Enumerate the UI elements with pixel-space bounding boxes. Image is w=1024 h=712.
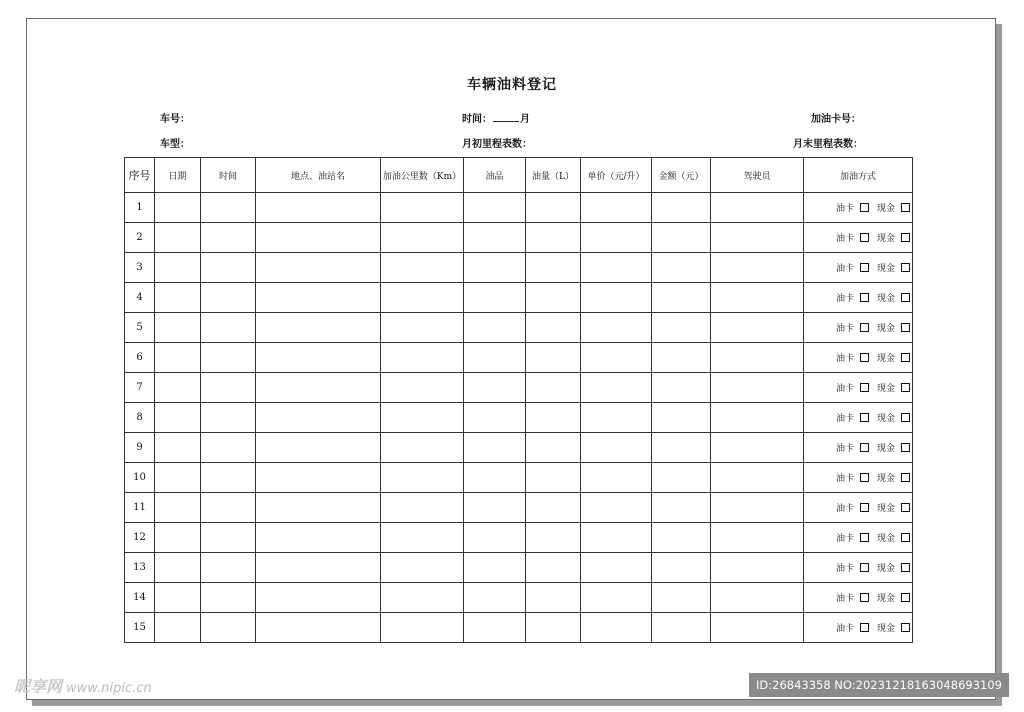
volume-cell[interactable] <box>526 613 581 643</box>
volume-cell[interactable] <box>526 583 581 613</box>
watermark-site-name: 昵享网 <box>14 677 63 696</box>
fuel-type-cell[interactable] <box>464 613 526 643</box>
col-header: 时间 <box>201 158 256 193</box>
cash-option-label: 现金 <box>876 264 895 274</box>
cash-checkbox[interactable] <box>901 443 910 452</box>
cash-checkbox[interactable] <box>901 563 910 572</box>
volume-cell[interactable] <box>526 553 581 583</box>
driver-cell[interactable] <box>711 583 804 613</box>
fuel-type-cell[interactable] <box>464 223 526 253</box>
cash-option-label: 现金 <box>876 414 895 424</box>
driver-cell[interactable] <box>711 553 804 583</box>
fuel-card-option-label: 油卡 <box>835 384 854 394</box>
cash-checkbox[interactable] <box>901 593 910 602</box>
date-cell[interactable] <box>155 343 201 373</box>
mileage-cell[interactable] <box>381 433 464 463</box>
mileage-cell[interactable] <box>381 373 464 403</box>
fuel-card-checkbox[interactable] <box>860 503 869 512</box>
driver-cell[interactable] <box>711 223 804 253</box>
time-cell[interactable] <box>201 313 256 343</box>
row-number: 5 <box>125 313 155 343</box>
table-header-row <box>125 158 913 193</box>
date-cell[interactable] <box>155 193 201 223</box>
table-row <box>125 523 913 553</box>
station-cell[interactable] <box>256 313 381 343</box>
driver-cell[interactable] <box>711 613 804 643</box>
payment-method-cell <box>804 193 913 223</box>
fuel-type-cell[interactable] <box>464 433 526 463</box>
amount-cell[interactable] <box>652 613 711 643</box>
fuel-card-checkbox[interactable] <box>860 383 869 392</box>
fuel-card-option-label: 油卡 <box>835 264 854 274</box>
col-header: 油量（L） <box>526 158 581 193</box>
fuel-type-cell[interactable] <box>464 493 526 523</box>
cash-checkbox[interactable] <box>901 203 910 212</box>
amount-cell[interactable] <box>652 193 711 223</box>
time-cell[interactable] <box>201 553 256 583</box>
row-number: 11 <box>125 493 155 523</box>
time-cell[interactable] <box>201 613 256 643</box>
unit-price-cell[interactable] <box>581 253 652 283</box>
cash-checkbox[interactable] <box>901 353 910 362</box>
station-cell[interactable] <box>256 433 381 463</box>
time-cell[interactable] <box>201 523 256 553</box>
unit-price-cell[interactable] <box>581 343 652 373</box>
driver-cell[interactable] <box>711 373 804 403</box>
amount-cell[interactable] <box>652 463 711 493</box>
row-number: 2 <box>125 223 155 253</box>
fuel-card-option-label: 油卡 <box>835 234 854 244</box>
driver-cell[interactable] <box>711 343 804 373</box>
driver-cell[interactable] <box>711 523 804 553</box>
time-label: 时间： <box>462 114 492 125</box>
amount-cell[interactable] <box>652 433 711 463</box>
time-cell[interactable] <box>201 193 256 223</box>
fuel-card-checkbox[interactable] <box>860 443 869 452</box>
time-cell[interactable] <box>201 343 256 373</box>
fuel-card-option-label: 油卡 <box>835 474 854 484</box>
fuel-card-checkbox[interactable] <box>860 563 869 572</box>
unit-price-cell[interactable] <box>581 613 652 643</box>
table-row <box>125 253 913 283</box>
mileage-cell[interactable] <box>381 253 464 283</box>
fuel-card-checkbox[interactable] <box>860 533 869 542</box>
date-cell[interactable] <box>155 523 201 553</box>
fuel-card-option-label: 油卡 <box>835 594 854 604</box>
cash-option-label: 现金 <box>876 474 895 484</box>
fuel-card-option-label: 油卡 <box>835 564 854 574</box>
row-number: 6 <box>125 343 155 373</box>
cash-checkbox[interactable] <box>901 623 910 632</box>
cash-checkbox[interactable] <box>901 533 910 542</box>
volume-cell[interactable] <box>526 523 581 553</box>
volume-cell[interactable] <box>526 433 581 463</box>
cash-checkbox[interactable] <box>901 293 910 302</box>
mileage-cell[interactable] <box>381 283 464 313</box>
mileage-cell[interactable] <box>381 223 464 253</box>
amount-cell[interactable] <box>652 223 711 253</box>
mileage-cell[interactable] <box>381 403 464 433</box>
payment-method-cell <box>804 313 913 343</box>
col-header: 金额（元） <box>652 158 711 193</box>
volume-cell[interactable] <box>526 463 581 493</box>
station-cell[interactable] <box>256 193 381 223</box>
fuel-card-checkbox[interactable] <box>860 473 869 482</box>
amount-cell[interactable] <box>652 523 711 553</box>
col-header: 油品 <box>464 158 526 193</box>
cash-option-label: 现金 <box>876 234 895 244</box>
unit-price-cell[interactable] <box>581 373 652 403</box>
unit-price-cell[interactable] <box>581 193 652 223</box>
volume-cell[interactable] <box>526 193 581 223</box>
driver-cell[interactable] <box>711 403 804 433</box>
cash-option-label: 现金 <box>876 294 895 304</box>
date-cell[interactable] <box>155 613 201 643</box>
col-header: 地点、油站名 <box>256 158 381 193</box>
mileage-cell[interactable] <box>381 613 464 643</box>
station-cell[interactable] <box>256 403 381 433</box>
watermark-id: ID:26843358 NO:20231218163048693109 <box>749 673 1009 697</box>
payment-method-cell <box>804 373 913 403</box>
row-number: 4 <box>125 283 155 313</box>
cash-checkbox[interactable] <box>901 233 910 242</box>
date-cell[interactable] <box>155 463 201 493</box>
fuel-card-checkbox[interactable] <box>860 293 869 302</box>
amount-cell[interactable] <box>652 313 711 343</box>
date-cell[interactable] <box>155 583 201 613</box>
table-row <box>125 283 913 313</box>
table-row <box>125 313 913 343</box>
driver-cell[interactable] <box>711 493 804 523</box>
row-number: 9 <box>125 433 155 463</box>
fuel-type-cell[interactable] <box>464 523 526 553</box>
unit-price-cell[interactable] <box>581 223 652 253</box>
unit-price-cell[interactable] <box>581 283 652 313</box>
volume-cell[interactable] <box>526 343 581 373</box>
station-cell[interactable] <box>256 463 381 493</box>
fuel-type-cell[interactable] <box>464 253 526 283</box>
time-cell[interactable] <box>201 373 256 403</box>
amount-cell[interactable] <box>652 373 711 403</box>
station-cell[interactable] <box>256 373 381 403</box>
fuel-log-table <box>124 157 913 643</box>
date-cell[interactable] <box>155 313 201 343</box>
unit-price-cell[interactable] <box>581 403 652 433</box>
fuel-card-checkbox[interactable] <box>860 413 869 422</box>
col-header: 日期 <box>155 158 201 193</box>
fuel-card-option-label: 油卡 <box>835 354 854 364</box>
payment-method-cell <box>804 343 913 373</box>
station-cell[interactable] <box>256 343 381 373</box>
station-cell[interactable] <box>256 253 381 283</box>
cash-checkbox[interactable] <box>901 473 910 482</box>
time-cell[interactable] <box>201 403 256 433</box>
time-cell[interactable] <box>201 283 256 313</box>
cash-option-label: 现金 <box>876 594 895 604</box>
cash-option-label: 现金 <box>876 324 895 334</box>
row-number: 10 <box>125 463 155 493</box>
payment-method-cell <box>804 433 913 463</box>
table-row <box>125 193 913 223</box>
unit-price-cell[interactable] <box>581 313 652 343</box>
row-number: 14 <box>125 583 155 613</box>
date-cell[interactable] <box>155 223 201 253</box>
fuel-card-option-label: 油卡 <box>835 624 854 634</box>
time-field <box>462 110 530 125</box>
payment-method-cell <box>804 523 913 553</box>
row-number: 8 <box>125 403 155 433</box>
station-cell[interactable] <box>256 553 381 583</box>
station-cell[interactable] <box>256 223 381 253</box>
fuel-card-checkbox[interactable] <box>860 263 869 272</box>
volume-cell[interactable] <box>526 403 581 433</box>
cash-option-label: 现金 <box>876 534 895 544</box>
fuel-card-option-label: 油卡 <box>835 294 854 304</box>
mileage-cell[interactable] <box>381 523 464 553</box>
fuel-card-checkbox[interactable] <box>860 323 869 332</box>
unit-price-cell[interactable] <box>581 463 652 493</box>
station-cell[interactable] <box>256 613 381 643</box>
station-cell[interactable] <box>256 583 381 613</box>
fuel-type-cell[interactable] <box>464 553 526 583</box>
month-end-mileage-label: 月末里程表数： <box>793 139 863 150</box>
col-header: 加油公里数（Km） <box>381 158 464 193</box>
unit-price-cell[interactable] <box>581 523 652 553</box>
vehicle-no-label: 车号： <box>160 114 190 125</box>
table-row <box>125 553 913 583</box>
table-row <box>125 433 913 463</box>
date-cell[interactable] <box>155 283 201 313</box>
table-row <box>125 373 913 403</box>
fuel-type-cell[interactable] <box>464 583 526 613</box>
fuel-type-cell[interactable] <box>464 283 526 313</box>
payment-method-cell <box>804 253 913 283</box>
driver-cell[interactable] <box>711 193 804 223</box>
cash-checkbox[interactable] <box>901 383 910 392</box>
mileage-cell[interactable] <box>381 493 464 523</box>
fuel-card-label: 加油卡号： <box>811 114 861 125</box>
unit-price-cell[interactable] <box>581 583 652 613</box>
row-number: 3 <box>125 253 155 283</box>
month-label: 月 <box>520 114 530 125</box>
fuel-card-checkbox[interactable] <box>860 623 869 632</box>
col-header: 序号 <box>125 158 155 193</box>
row-number: 15 <box>125 613 155 643</box>
cash-option-label: 现金 <box>876 624 895 634</box>
form-title: 车辆油料登记 <box>467 77 557 93</box>
fuel-card-option-label: 油卡 <box>835 444 854 454</box>
time-blank-line <box>493 112 519 122</box>
row-number: 7 <box>125 373 155 403</box>
cash-checkbox[interactable] <box>901 503 910 512</box>
fuel-card-option-label: 油卡 <box>835 504 854 514</box>
driver-cell[interactable] <box>711 283 804 313</box>
date-cell[interactable] <box>155 403 201 433</box>
month-start-mileage-label: 月初里程表数： <box>462 139 532 150</box>
mileage-cell[interactable] <box>381 463 464 493</box>
row-number: 12 <box>125 523 155 553</box>
fuel-type-cell[interactable] <box>464 343 526 373</box>
table-row <box>125 223 913 253</box>
cash-checkbox[interactable] <box>901 323 910 332</box>
table-row <box>125 343 913 373</box>
station-cell[interactable] <box>256 493 381 523</box>
amount-cell[interactable] <box>652 343 711 373</box>
table-row <box>125 493 913 523</box>
row-number: 13 <box>125 553 155 583</box>
time-cell[interactable] <box>201 433 256 463</box>
volume-cell[interactable] <box>526 253 581 283</box>
volume-cell[interactable] <box>526 373 581 403</box>
cash-option-label: 现金 <box>876 354 895 364</box>
volume-cell[interactable] <box>526 223 581 253</box>
volume-cell[interactable] <box>526 313 581 343</box>
cash-option-label: 现金 <box>876 204 895 214</box>
fuel-card-checkbox[interactable] <box>860 203 869 212</box>
mileage-cell[interactable] <box>381 583 464 613</box>
driver-cell[interactable] <box>711 433 804 463</box>
mileage-cell[interactable] <box>381 343 464 373</box>
driver-cell[interactable] <box>711 253 804 283</box>
amount-cell[interactable] <box>652 493 711 523</box>
volume-cell[interactable] <box>526 283 581 313</box>
fuel-card-option-label: 油卡 <box>835 204 854 214</box>
payment-method-cell <box>804 553 913 583</box>
fuel-card-option-label: 油卡 <box>835 324 854 334</box>
col-header: 加油方式 <box>804 158 913 193</box>
fuel-card-checkbox[interactable] <box>860 593 869 602</box>
amount-cell[interactable] <box>652 403 711 433</box>
unit-price-cell[interactable] <box>581 553 652 583</box>
table-row <box>125 583 913 613</box>
fuel-type-cell[interactable] <box>464 313 526 343</box>
payment-method-cell <box>804 223 913 253</box>
driver-cell[interactable] <box>711 313 804 343</box>
mileage-cell[interactable] <box>381 553 464 583</box>
time-cell[interactable] <box>201 463 256 493</box>
unit-price-cell[interactable] <box>581 433 652 463</box>
fuel-card-option-label: 油卡 <box>835 414 854 424</box>
unit-price-cell[interactable] <box>581 493 652 523</box>
time-cell[interactable] <box>201 583 256 613</box>
fuel-card-checkbox[interactable] <box>860 233 869 242</box>
cash-checkbox[interactable] <box>901 413 910 422</box>
table-row <box>125 463 913 493</box>
fuel-type-cell[interactable] <box>464 403 526 433</box>
station-cell[interactable] <box>256 523 381 553</box>
date-cell[interactable] <box>155 253 201 283</box>
payment-method-cell <box>804 463 913 493</box>
watermark-site <box>14 674 152 697</box>
time-cell[interactable] <box>201 253 256 283</box>
date-cell[interactable] <box>155 553 201 583</box>
watermark-site-url: www.nipic.cn <box>66 681 152 696</box>
col-header: 单价（元/升） <box>581 158 652 193</box>
date-cell[interactable] <box>155 373 201 403</box>
payment-method-cell <box>804 613 913 643</box>
payment-method-cell <box>804 403 913 433</box>
payment-method-cell <box>804 283 913 313</box>
amount-cell[interactable] <box>652 583 711 613</box>
fuel-card-option-label: 油卡 <box>835 534 854 544</box>
station-cell[interactable] <box>256 283 381 313</box>
mileage-cell[interactable] <box>381 193 464 223</box>
fuel-type-cell[interactable] <box>464 463 526 493</box>
time-cell[interactable] <box>201 223 256 253</box>
cash-option-label: 现金 <box>876 504 895 514</box>
table-row <box>125 613 913 643</box>
volume-cell[interactable] <box>526 493 581 523</box>
mileage-cell[interactable] <box>381 313 464 343</box>
date-cell[interactable] <box>155 433 201 463</box>
col-header: 驾驶员 <box>711 158 804 193</box>
amount-cell[interactable] <box>652 253 711 283</box>
time-cell[interactable] <box>201 493 256 523</box>
row-number: 1 <box>125 193 155 223</box>
payment-method-cell <box>804 493 913 523</box>
amount-cell[interactable] <box>652 553 711 583</box>
table-row <box>125 403 913 433</box>
vehicle-type-label: 车型： <box>160 139 190 150</box>
fuel-type-cell[interactable] <box>464 193 526 223</box>
date-cell[interactable] <box>155 493 201 523</box>
cash-checkbox[interactable] <box>901 263 910 272</box>
fuel-type-cell[interactable] <box>464 373 526 403</box>
fuel-card-checkbox[interactable] <box>860 353 869 362</box>
cash-option-label: 现金 <box>876 444 895 454</box>
driver-cell[interactable] <box>711 463 804 493</box>
amount-cell[interactable] <box>652 283 711 313</box>
cash-option-label: 现金 <box>876 564 895 574</box>
payment-method-cell <box>804 583 913 613</box>
cash-option-label: 现金 <box>876 384 895 394</box>
